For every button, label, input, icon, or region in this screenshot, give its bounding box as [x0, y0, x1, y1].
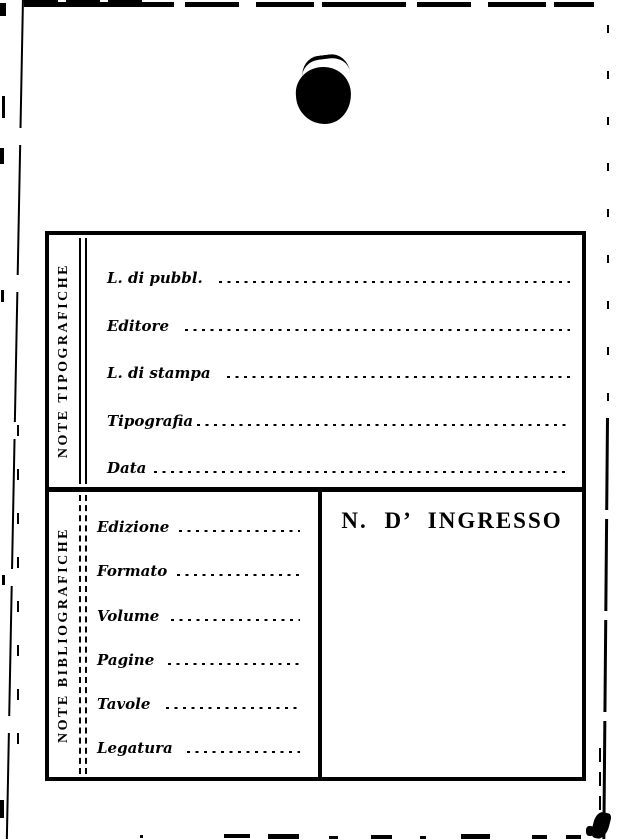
typographic-fields	[87, 235, 582, 487]
field-row	[97, 588, 302, 632]
field-label: Tipografia	[107, 411, 194, 430]
section-label-bibliografiche: NOTE BIBLIOGRAFICHE	[56, 526, 71, 743]
dotted-leader	[179, 530, 300, 532]
scan-left-edge-line	[6, 0, 24, 839]
field-label: Edizione	[97, 518, 170, 537]
field-label: L. di pubbl.	[107, 269, 203, 288]
dotted-leader	[219, 281, 570, 283]
scan-speck	[2, 575, 5, 585]
dotted-leader	[166, 707, 300, 709]
field-label: Tavole	[97, 694, 151, 713]
scan-corner-blob	[590, 810, 612, 839]
field-row	[107, 343, 572, 390]
scan-right-edge-line	[602, 418, 609, 839]
ingresso-title: N. D’ INGRESSO	[341, 508, 563, 533]
dotted-leader	[154, 471, 570, 473]
field-label: L. di stampa	[107, 364, 211, 383]
scan-speck	[0, 800, 4, 818]
field-row	[97, 544, 302, 588]
field-row	[97, 677, 302, 721]
field-row	[107, 248, 572, 295]
vertical-label-strip	[49, 492, 79, 777]
dotted-leader	[168, 663, 300, 665]
dotted-leader	[177, 574, 300, 576]
scan-top-edge-thick	[24, 0, 144, 7]
field-label: Legatura	[97, 739, 173, 758]
bottom-smudge	[532, 835, 547, 839]
double-rule-dashed	[79, 495, 87, 774]
dotted-leader	[185, 329, 570, 331]
vertical-label-strip	[49, 235, 79, 487]
section-note-bibliografiche	[49, 492, 582, 777]
ingresso-panel	[322, 492, 582, 777]
scan-speck	[0, 148, 4, 164]
dotted-leader	[171, 619, 300, 621]
scan-speck	[1, 290, 4, 302]
catalog-card	[45, 231, 586, 781]
bottom-smudge	[268, 834, 299, 839]
dotted-leader	[197, 424, 570, 426]
bottom-smudge	[371, 835, 392, 839]
dotted-leader	[227, 376, 570, 378]
bibliographic-fields	[87, 492, 318, 777]
dotted-leader	[187, 751, 300, 753]
field-label: Formato	[97, 562, 168, 581]
field-row	[107, 438, 572, 485]
field-row	[97, 500, 302, 544]
field-row	[107, 295, 572, 342]
section-note-tipografiche	[49, 235, 582, 487]
scan-right-dot-line	[607, 25, 609, 425]
section-label-tipografiche: NOTE TIPOGRAFICHE	[56, 263, 71, 459]
bottom-smudge	[461, 834, 490, 839]
punch-hole	[294, 65, 353, 126]
scan-left-dash-line	[17, 425, 19, 760]
field-label: Editore	[107, 316, 169, 335]
bottom-smudge	[140, 835, 143, 838]
double-rule	[79, 238, 87, 484]
bottom-smudge	[224, 834, 250, 838]
field-label: Volume	[97, 606, 160, 625]
field-row	[107, 390, 572, 437]
field-row	[97, 633, 302, 677]
scan-speck	[0, 3, 6, 16]
field-label: Pagine	[97, 650, 155, 669]
scan-speck	[2, 96, 5, 118]
bottom-smudge	[566, 835, 581, 839]
field-label: Data	[107, 459, 147, 478]
scan-corner-blob2	[586, 826, 594, 836]
field-row	[97, 721, 302, 765]
